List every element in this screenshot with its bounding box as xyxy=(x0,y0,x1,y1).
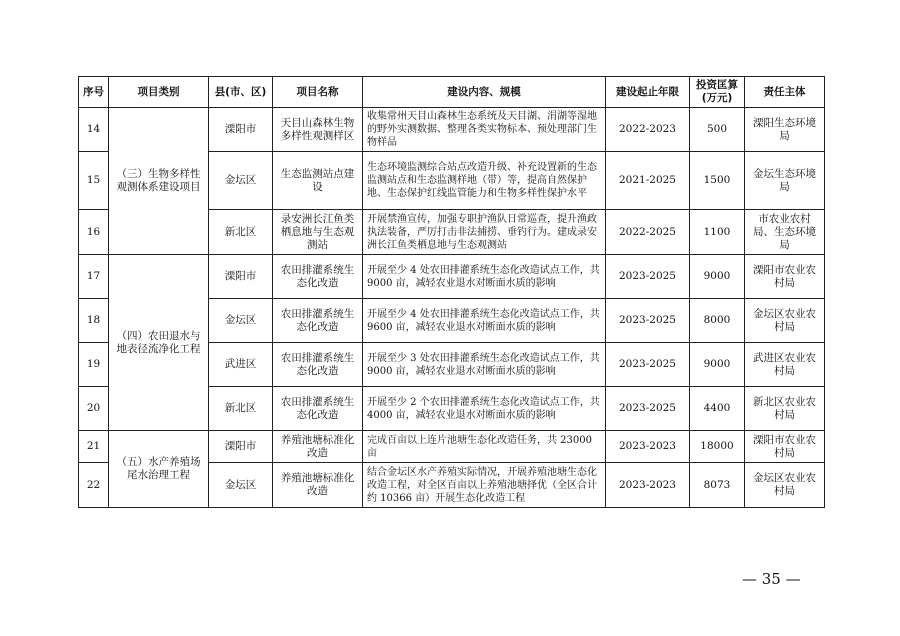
row-owner: 市农业农村局、生态环境局 xyxy=(745,210,825,255)
row-name: 农田排灌系统生态化改造 xyxy=(273,255,363,299)
header-category: 项目类别 xyxy=(109,77,209,108)
row-name: 农田排灌系统生态化改造 xyxy=(273,343,363,387)
header-content: 建设内容、规模 xyxy=(363,77,606,108)
row-owner: 新北区农业农村局 xyxy=(745,387,825,431)
row-content: 开展禁渔宣传，加强专职护渔队日常巡查，提升渔政执法装备，严厉打击非法捕捞、垂钓行为。建成录安洲长江鱼类栖息地与生态观测站 xyxy=(363,210,606,255)
table-row xyxy=(79,255,825,299)
row-county: 新北区 xyxy=(209,210,273,255)
category-cell: （三）生物多样性观测体系建设项目 xyxy=(109,108,209,255)
row-period: 2022-2025 xyxy=(606,210,690,255)
row-name: 养殖池塘标准化改造 xyxy=(273,463,363,508)
header-name: 项目名称 xyxy=(273,77,363,108)
row-period: 2022-2023 xyxy=(606,108,690,152)
row-period: 2023-2025 xyxy=(606,255,690,299)
category-cell: （四）农田退水与地表径流净化工程 xyxy=(109,255,209,431)
row-county: 武进区 xyxy=(209,343,273,387)
header-period: 建设起止年限 xyxy=(606,77,690,108)
row-county: 溧阳市 xyxy=(209,255,273,299)
row-owner: 溧阳市农业农村局 xyxy=(745,431,825,463)
row-content: 开展至少 3 处农田排灌系统生态化改造试点工作，共 9000 亩，减轻农业退水对断面水质的影响 xyxy=(363,343,606,387)
row-county: 溧阳市 xyxy=(209,108,273,152)
header-owner: 责任主体 xyxy=(745,77,825,108)
header-no: 序号 xyxy=(79,77,109,108)
row-name: 养殖池塘标准化改造 xyxy=(273,431,363,463)
row-content: 开展至少 4 处农田排灌系统生态化改造试点工作，共 9000 亩，减轻农业退水对断面水质的影响 xyxy=(363,255,606,299)
row-no: 21 xyxy=(79,431,109,463)
row-period: 2023-2025 xyxy=(606,299,690,343)
header-row xyxy=(79,77,825,108)
row-owner: 溧阳市农业农村局 xyxy=(745,255,825,299)
table-row xyxy=(79,108,825,152)
row-county: 金坛区 xyxy=(209,299,273,343)
row-investment: 8000 xyxy=(690,299,745,343)
row-name: 天目山森林生物多样性观测样区 xyxy=(273,108,363,152)
row-name: 农田排灌系统生态化改造 xyxy=(273,299,363,343)
row-name: 生态监测站点建设 xyxy=(273,152,363,210)
row-content: 生态环境监测综合站点改造升级、补充设置新的生态监测站点和生态监测样地（带）等，提高自然保护地、生态保护红线监管能力和生物多样性保护水平 xyxy=(363,152,606,210)
header-county: 县(市、区) xyxy=(209,77,273,108)
project-table xyxy=(78,76,825,508)
row-no: 19 xyxy=(79,343,109,387)
row-period: 2023-2025 xyxy=(606,343,690,387)
row-county: 金坛区 xyxy=(209,152,273,210)
row-no: 16 xyxy=(79,210,109,255)
row-county: 新北区 xyxy=(209,387,273,431)
row-no: 18 xyxy=(79,299,109,343)
row-period: 2023-2023 xyxy=(606,431,690,463)
row-investment: 8073 xyxy=(690,463,745,508)
row-name: 农田排灌系统生态化改造 xyxy=(273,387,363,431)
row-content: 完成百亩以上连片池塘生态化改造任务，共 23000 亩 xyxy=(363,431,606,463)
page-number: — 35 — xyxy=(742,570,801,588)
row-no: 15 xyxy=(79,152,109,210)
table-row xyxy=(79,431,825,463)
row-content: 开展至少 2 个农田排灌系统生态化改造试点工作，共 4000 亩，减轻农业退水对断面水质的影响 xyxy=(363,387,606,431)
row-no: 22 xyxy=(79,463,109,508)
row-owner: 金坛区农业农村局 xyxy=(745,463,825,508)
row-period: 2023-2025 xyxy=(606,387,690,431)
row-no: 14 xyxy=(79,108,109,152)
row-investment: 18000 xyxy=(690,431,745,463)
row-content: 开展至少 4 处农田排灌系统生态化改造试点工作，共 9600 亩，减轻农业退水对断面水质的影响 xyxy=(363,299,606,343)
row-content: 结合金坛区水产养殖实际情况，开展养殖池塘生态化改造工程，对全区百亩以上养殖池塘择优（全区合计约 10366 亩）开展生态化改造工程 xyxy=(363,463,606,508)
row-owner: 武进区农业农村局 xyxy=(745,343,825,387)
category-cell: （五）水产养殖场尾水治理工程 xyxy=(109,431,209,508)
row-investment: 4400 xyxy=(690,387,745,431)
row-owner: 金坛生态环境局 xyxy=(745,152,825,210)
row-investment: 9000 xyxy=(690,255,745,299)
row-county: 金坛区 xyxy=(209,463,273,508)
row-period: 2021-2025 xyxy=(606,152,690,210)
header-investment: 投资匡算(万元) xyxy=(690,77,745,108)
row-investment: 1100 xyxy=(690,210,745,255)
row-investment: 9000 xyxy=(690,343,745,387)
row-investment: 500 xyxy=(690,108,745,152)
row-investment: 1500 xyxy=(690,152,745,210)
row-county: 溧阳市 xyxy=(209,431,273,463)
row-owner: 溧阳生态环境局 xyxy=(745,108,825,152)
row-no: 17 xyxy=(79,255,109,299)
row-content: 收集常州天目山森林生态系统及天目湖、涓湖等湿地的野外实测数据、整理各类实物标本、预处理部门生物样品 xyxy=(363,108,606,152)
row-no: 20 xyxy=(79,387,109,431)
row-period: 2023-2023 xyxy=(606,463,690,508)
row-owner: 金坛区农业农村局 xyxy=(745,299,825,343)
row-name: 录安洲长江鱼类栖息地与生态观测站 xyxy=(273,210,363,255)
